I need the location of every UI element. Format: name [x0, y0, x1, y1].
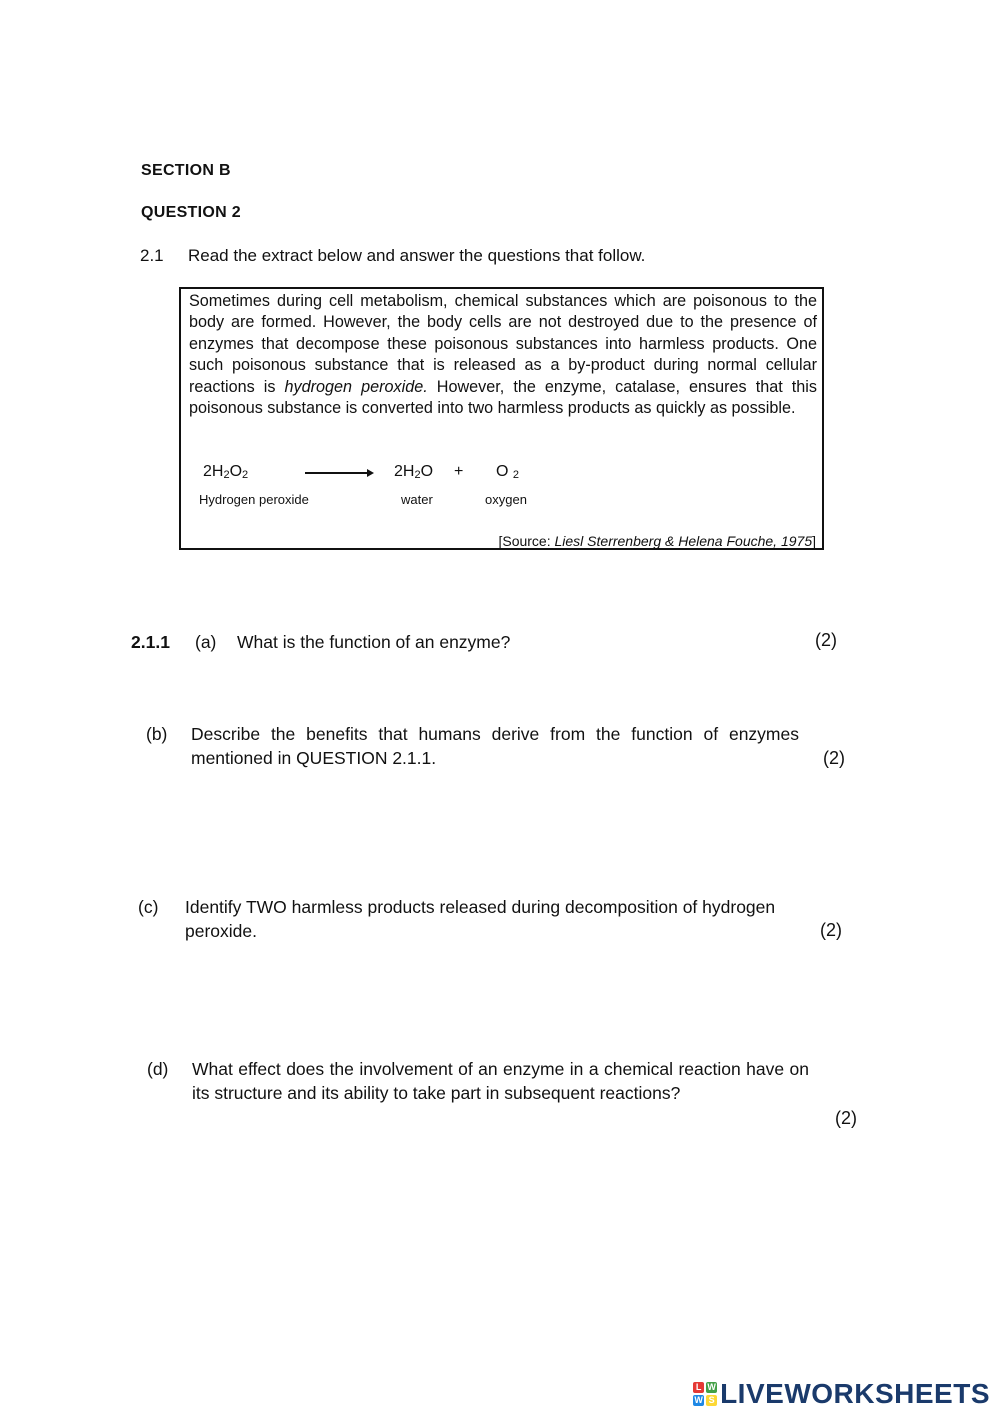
source-citation: [Source: Liesl Sterrenberg & Helena Fouche, 1975]: [498, 533, 816, 549]
logo-letter: W: [694, 1395, 703, 1405]
section-heading: SECTION B: [141, 162, 231, 179]
question-c-text: Identify TWO harmless products released during decomposition of hydrogen peroxide.: [185, 897, 776, 941]
extract-text-before: Sometimes during cell metabolism, chemical substances which are poisonous to the body are formed. However, the body cells are not destroyed due to the presence of enzymes that decompose these poisonous substances into harmless products. One such poisonous substance that is released as a by-product during normal cellular reactions is: [189, 292, 817, 396]
question-a-part: (a): [195, 632, 217, 652]
equation-plus: +: [454, 463, 464, 480]
logo-text: LIVEWORKSHEETS: [720, 1378, 990, 1409]
label-oxygen: oxygen: [485, 492, 527, 507]
logo-letter: S: [706, 1395, 717, 1406]
reaction-arrow-head: [367, 469, 374, 477]
question-b-text: Describe the benefits that humans derive from the function of enzymes mentioned in QUESTION 2.1.1.: [191, 724, 799, 768]
logo-icon: [693, 1382, 717, 1406]
liveworksheets-logo[interactable]: [693, 1378, 990, 1410]
question-d-marks: (2): [835, 1108, 857, 1128]
extract-box: [179, 287, 824, 550]
intro-text: Read the extract below and answer the questions that follow.: [188, 246, 646, 265]
question-c-marks: (2): [820, 920, 842, 940]
equation-product-oxygen: O $_2$: [496, 463, 520, 481]
question-b-part: (b): [146, 724, 168, 744]
question-c-part: (c): [138, 897, 159, 917]
reaction-arrow: [305, 472, 371, 474]
question-number: 2.1.1: [131, 632, 170, 652]
question-d-text: What effect does the involvement of an enzyme in a chemical reaction have on its structure and its ability to take part in subsequent reactions?: [192, 1059, 809, 1103]
extract-text-after: However, the enzyme, catalase, ensures that this poisonous substance is converted into two harmless products as quickly as possible.: [189, 377, 817, 418]
question-heading: QUESTION 2: [141, 204, 241, 221]
question-a-marks: (2): [815, 630, 837, 650]
extract-text: [189, 291, 817, 419]
intro-number: 2.1: [140, 246, 164, 265]
logo-letter: L: [693, 1382, 704, 1393]
label-water: water: [401, 492, 433, 507]
logo-letter: W: [707, 1382, 716, 1392]
equation-product-water: $2H_2O$: [394, 463, 434, 481]
question-d-part: (d): [147, 1059, 169, 1079]
question-b-marks: (2): [823, 748, 845, 768]
label-hydrogen-peroxide: Hydrogen peroxide: [199, 492, 309, 507]
question-a-text: What is the function of an enzyme?: [237, 632, 511, 652]
extract-italic-term: hydrogen peroxide.: [284, 377, 428, 396]
equation-reactant: $2H_2O_2$: [203, 463, 249, 481]
